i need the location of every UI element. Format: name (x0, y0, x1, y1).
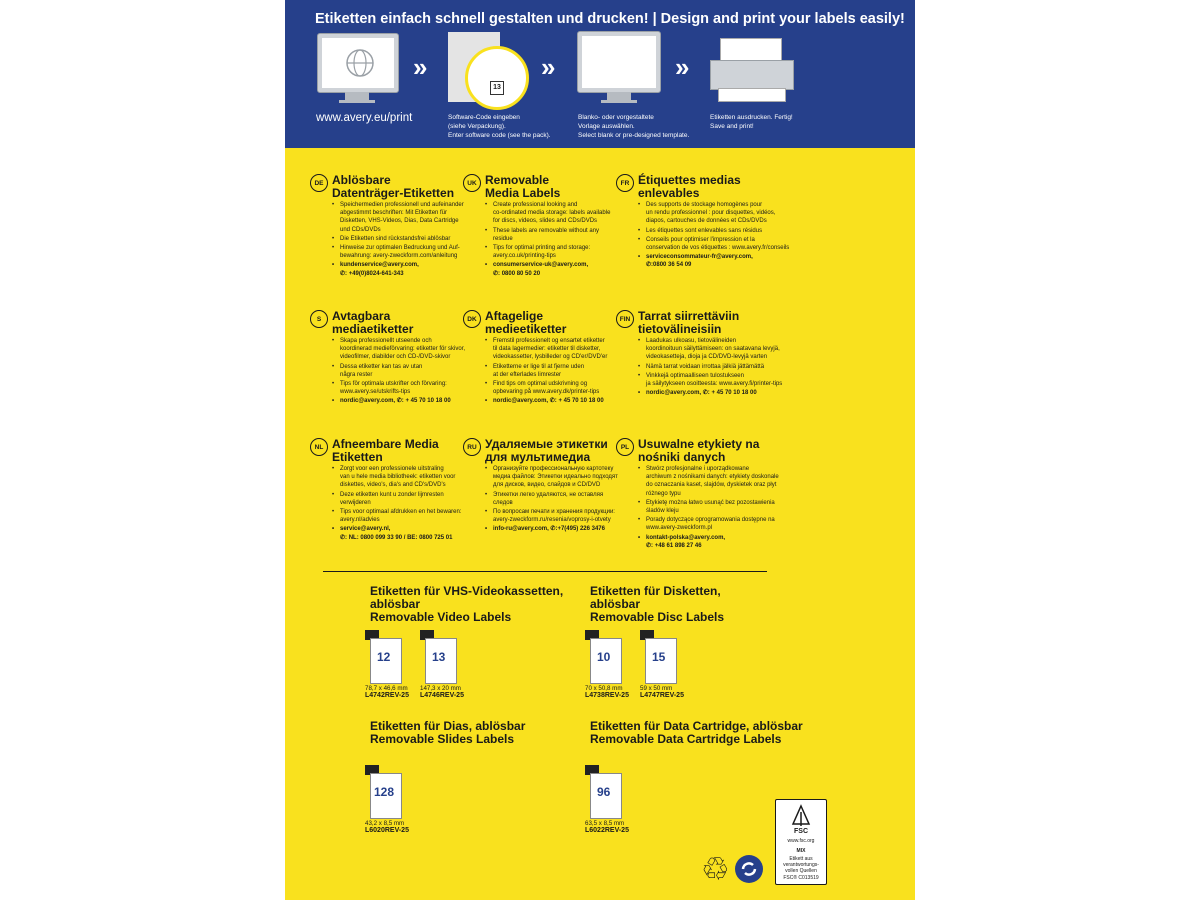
green-dot-icon (735, 855, 763, 883)
website-url[interactable]: www.avery.eu/print (316, 112, 413, 124)
template-monitor-icon (577, 31, 661, 93)
block-title: Usuwalne etykiety na nośniki danych (638, 437, 760, 464)
block-item: • Deze etiketten kunt u zonder lijmresten verwijderen (332, 491, 482, 507)
divider (323, 571, 767, 572)
block-item: • Stwórz profesjonalne i uporządkowane archiwum z nośnikami danych: etykiety doskonale do oznaczania kaset, slajdów, dyskietek oraz płyt różnego typu (638, 465, 788, 498)
block-contact: • kundenservice@avery.com, ✆: +49(0)8024-641-343 (332, 261, 482, 277)
block-title: Tarrat siirrettäviin tietovälineisiin (638, 309, 740, 336)
block-contact: • service@avery.nl, ✆: NL: 0800 099 33 90 / BE: 0800 725 01 (332, 525, 482, 541)
fsc-text: Etikett aus verantwortungs- vollen Quellen (783, 856, 819, 874)
block-item: • Conseils pour optimiser l'impression et la conservation de vos étiquettes : www.avery.fr/conseils (638, 236, 788, 252)
block-item: • Организуйте профессиональную картотеку медиа файлов: Этикетки идеально подходят для дисков, видео, слайдов и CD/DVD (485, 465, 635, 490)
block-contact: • nordic@avery.com, ✆: + 45 70 10 18 00 (485, 397, 635, 405)
disc-section-title: Etiketten für Disketten, ablösbar Removable Disc Labels (590, 584, 725, 624)
magnifier-icon (465, 46, 529, 110)
lang-code-badge: FR (616, 174, 634, 192)
block-title: Ablösbare Datenträger-Etiketten (332, 173, 455, 200)
labels-per-sheet: 96 (597, 785, 611, 799)
block-contact: • consumerservice-uk@avery.com, ✆: 0800 80 50 20 (485, 261, 635, 277)
block-item: • Les étiquettes sont enlevables sans résidus (638, 227, 788, 235)
slides-section-title: Etiketten für Dias, ablösbar Removable Slides Labels (370, 719, 526, 746)
block-item: • Etiketterne er lige til at fjerne uden at der efterlades limrester (485, 363, 635, 379)
globe-icon (345, 48, 375, 78)
fsc-site: www.fsc.org (787, 838, 815, 844)
lang-code-badge: NL (310, 438, 328, 456)
step2-caption: Software-Code eingeben (siehe Verpackung). Enter software code (see the pack). (448, 114, 551, 139)
block-item: • Dessa etiketter kan tas av utan några rester (332, 363, 482, 379)
arrow-icon: » (413, 52, 428, 82)
block-item: • Tips för optimala utskrifter och förvaring: www.avery.se/utskrifts-tips (332, 380, 482, 396)
lang-code-badge: DK (463, 310, 481, 328)
lang-code-badge: PL (616, 438, 634, 456)
lang-code-badge: UK (463, 174, 481, 192)
block-item: • Tips voor optimaal afdrukken en het bewaren: avery.nl/advies (332, 508, 482, 524)
arrow-icon: » (541, 52, 556, 82)
block-item: • Nämä tarrat voidaan irrottaa jälkiä jättämättä (638, 363, 788, 371)
cartridge-section-title: Etiketten für Data Cartridge, ablösbar Removable Data Cartridge Labels (590, 719, 803, 746)
block-item: • Porady dotyczące oprogramowania dostępne na www.avery-zweckform.pl (638, 516, 788, 532)
vhs-section-title: Etiketten für VHS-Videokassetten, ablösbar Removable Video Labels (370, 584, 564, 624)
lang-code-badge: RU (463, 438, 481, 456)
fsc-logo: FSC (794, 828, 808, 835)
fsc-mix: MIX (796, 848, 806, 854)
block-item: • Fremstil professionelt og ensartet etiketter til data lagermedier: etiketter til disketter, videokassetter, lysbilleder og CD'er/DVD'er (485, 337, 635, 362)
product-sku: L4746REV-25 (420, 692, 464, 699)
labels-per-sheet: 15 (652, 650, 666, 664)
block-item: • Tips for optimal printing and storage: avery.co.uk/printing-tips (485, 244, 635, 260)
block-title: Afneembare Media Etiketten (332, 437, 439, 464)
step4-caption: Etiketten ausdrucken. Fertig! Save and print! (710, 114, 793, 130)
label-dimensions: 147,3 x 20 mm (420, 685, 461, 692)
product-sku: L4742REV-25 (365, 692, 409, 699)
label-dimensions: 78,7 x 46,6 mm (365, 685, 408, 692)
labels-per-sheet: 13 (432, 650, 446, 664)
recycle-icon: ♲ (701, 851, 730, 887)
block-contact: • info-ru@avery.com, ✆:+7(495) 226 3476 (485, 525, 635, 533)
block-contact: • kontakt-polska@avery.com, ✆: +48 61 898 27 46 (638, 534, 788, 550)
label-dimensions: 43,2 x 8,5 mm (365, 820, 405, 827)
block-item: • Laadukas ulkoasu, tietovälineiden koordinoituun säilyttämiseen: on saatavana levyjä, videokasetteja, dioja ja CD/DVD-levyjä varten (638, 337, 788, 362)
product-sku: L4747REV-25 (640, 692, 684, 699)
block-item: • Этикетки легко удаляются, не оставляя следов (485, 491, 635, 507)
fsc-label (775, 799, 827, 885)
label-dimensions: 63,5 x 8,5 mm (585, 820, 625, 827)
printer-icon (710, 38, 792, 102)
labels-per-sheet: 12 (377, 650, 391, 664)
block-contact: • serviceconsommateur-fr@avery.com, ✆:0800 36 54 09 (638, 253, 788, 269)
labels-per-sheet: 10 (597, 650, 611, 664)
banner-title: Etiketten einfach schnell gestalten und drucken! | Design and print your labels easily! (315, 11, 905, 27)
lang-code-badge: DE (310, 174, 328, 192)
step3-caption: Blanko- oder vorgestaltete Vorlage auswählen. Select blank or pre-designed template. (578, 114, 690, 139)
product-sheet (285, 0, 915, 900)
how-to-banner (285, 0, 915, 148)
block-title: Étiquettes medias enlevables (638, 173, 741, 200)
pack-number: 13 (490, 81, 504, 95)
lang-code-badge: FIN (616, 310, 634, 328)
block-item: • Create professional looking and co-ordinated media storage: labels available for discs, videos, slides and CDs/DVDs (485, 201, 635, 226)
block-item: • По вопросам печати и хранения продукции: avery-zweckform.ru/resenia/voprosy-i-otvety (485, 508, 635, 524)
block-item: • Etykietę można łatwo usunąć bez pozostawienia śladów kleju (638, 499, 788, 515)
label-dimensions: 59 x 50 mm (640, 685, 673, 692)
block-title: Aftagelige medieetiketter (485, 309, 567, 336)
block-title: Removable Media Labels (485, 173, 561, 200)
block-item: • Die Etiketten sind rückstandsfrei ablösbar (332, 235, 482, 243)
fsc-code: FSC® C013519 (783, 875, 819, 881)
lang-code-badge: S (310, 310, 328, 328)
product-sku: L4738REV-25 (585, 692, 629, 699)
block-item: • Hinweise zur optimalen Bedruckung und Auf- bewahrung: avery-zweckform.com/anleitung (332, 244, 482, 260)
block-contact: • nordic@avery.com, ✆: + 45 70 10 18 00 (638, 389, 788, 397)
block-item: • Des supports de stockage homogènes pour un rendu professionnel : pour disquettes, vidéos, diapos, cartouches de données et CDs/DVDs (638, 201, 788, 226)
block-item: • Find tips om optimal udskrivning og opbevaring på www.avery.dk/printer-tips (485, 380, 635, 396)
block-item: • Zorgt voor een professionele uitstraling van u hele media bibliotheek: etiketten voor diskettes, video's, dia's and CD's/DVD's (332, 465, 482, 490)
block-title: Avtagbara mediaetiketter (332, 309, 414, 336)
labels-per-sheet: 128 (374, 785, 395, 799)
block-item: • Vinkkejä optimaalliseen tulostukseen ja säilytykseen osoitteesta: www.avery.fi/printer-tips (638, 372, 788, 388)
label-dimensions: 70 x 50,8 mm (585, 685, 623, 692)
block-contact: • nordic@avery.com, ✆: + 45 70 10 18 00 (332, 397, 482, 405)
arrow-icon: » (675, 52, 690, 82)
block-item: • Skapa professionellt utseende och koordinerad medieförvaring: etiketter för skivor, videofilmer, diabilder och CD-/DVD-skivor (332, 337, 482, 362)
tree-icon (789, 804, 813, 828)
product-sku: L6020REV-25 (365, 827, 409, 834)
block-item: • These labels are removable without any residue (485, 227, 635, 243)
monitor-icon (317, 33, 399, 93)
product-sku: L6022REV-25 (585, 827, 629, 834)
block-item: • Speichermedien professionell und aufeinander abgestimmt beschriften: Mit Etiketten für Disketten, VHS-Videos, Dias, Data Cartridge und CDs/DVDs (332, 201, 482, 234)
block-title: Удаляемые этикетки для мультимедиа (485, 437, 608, 464)
